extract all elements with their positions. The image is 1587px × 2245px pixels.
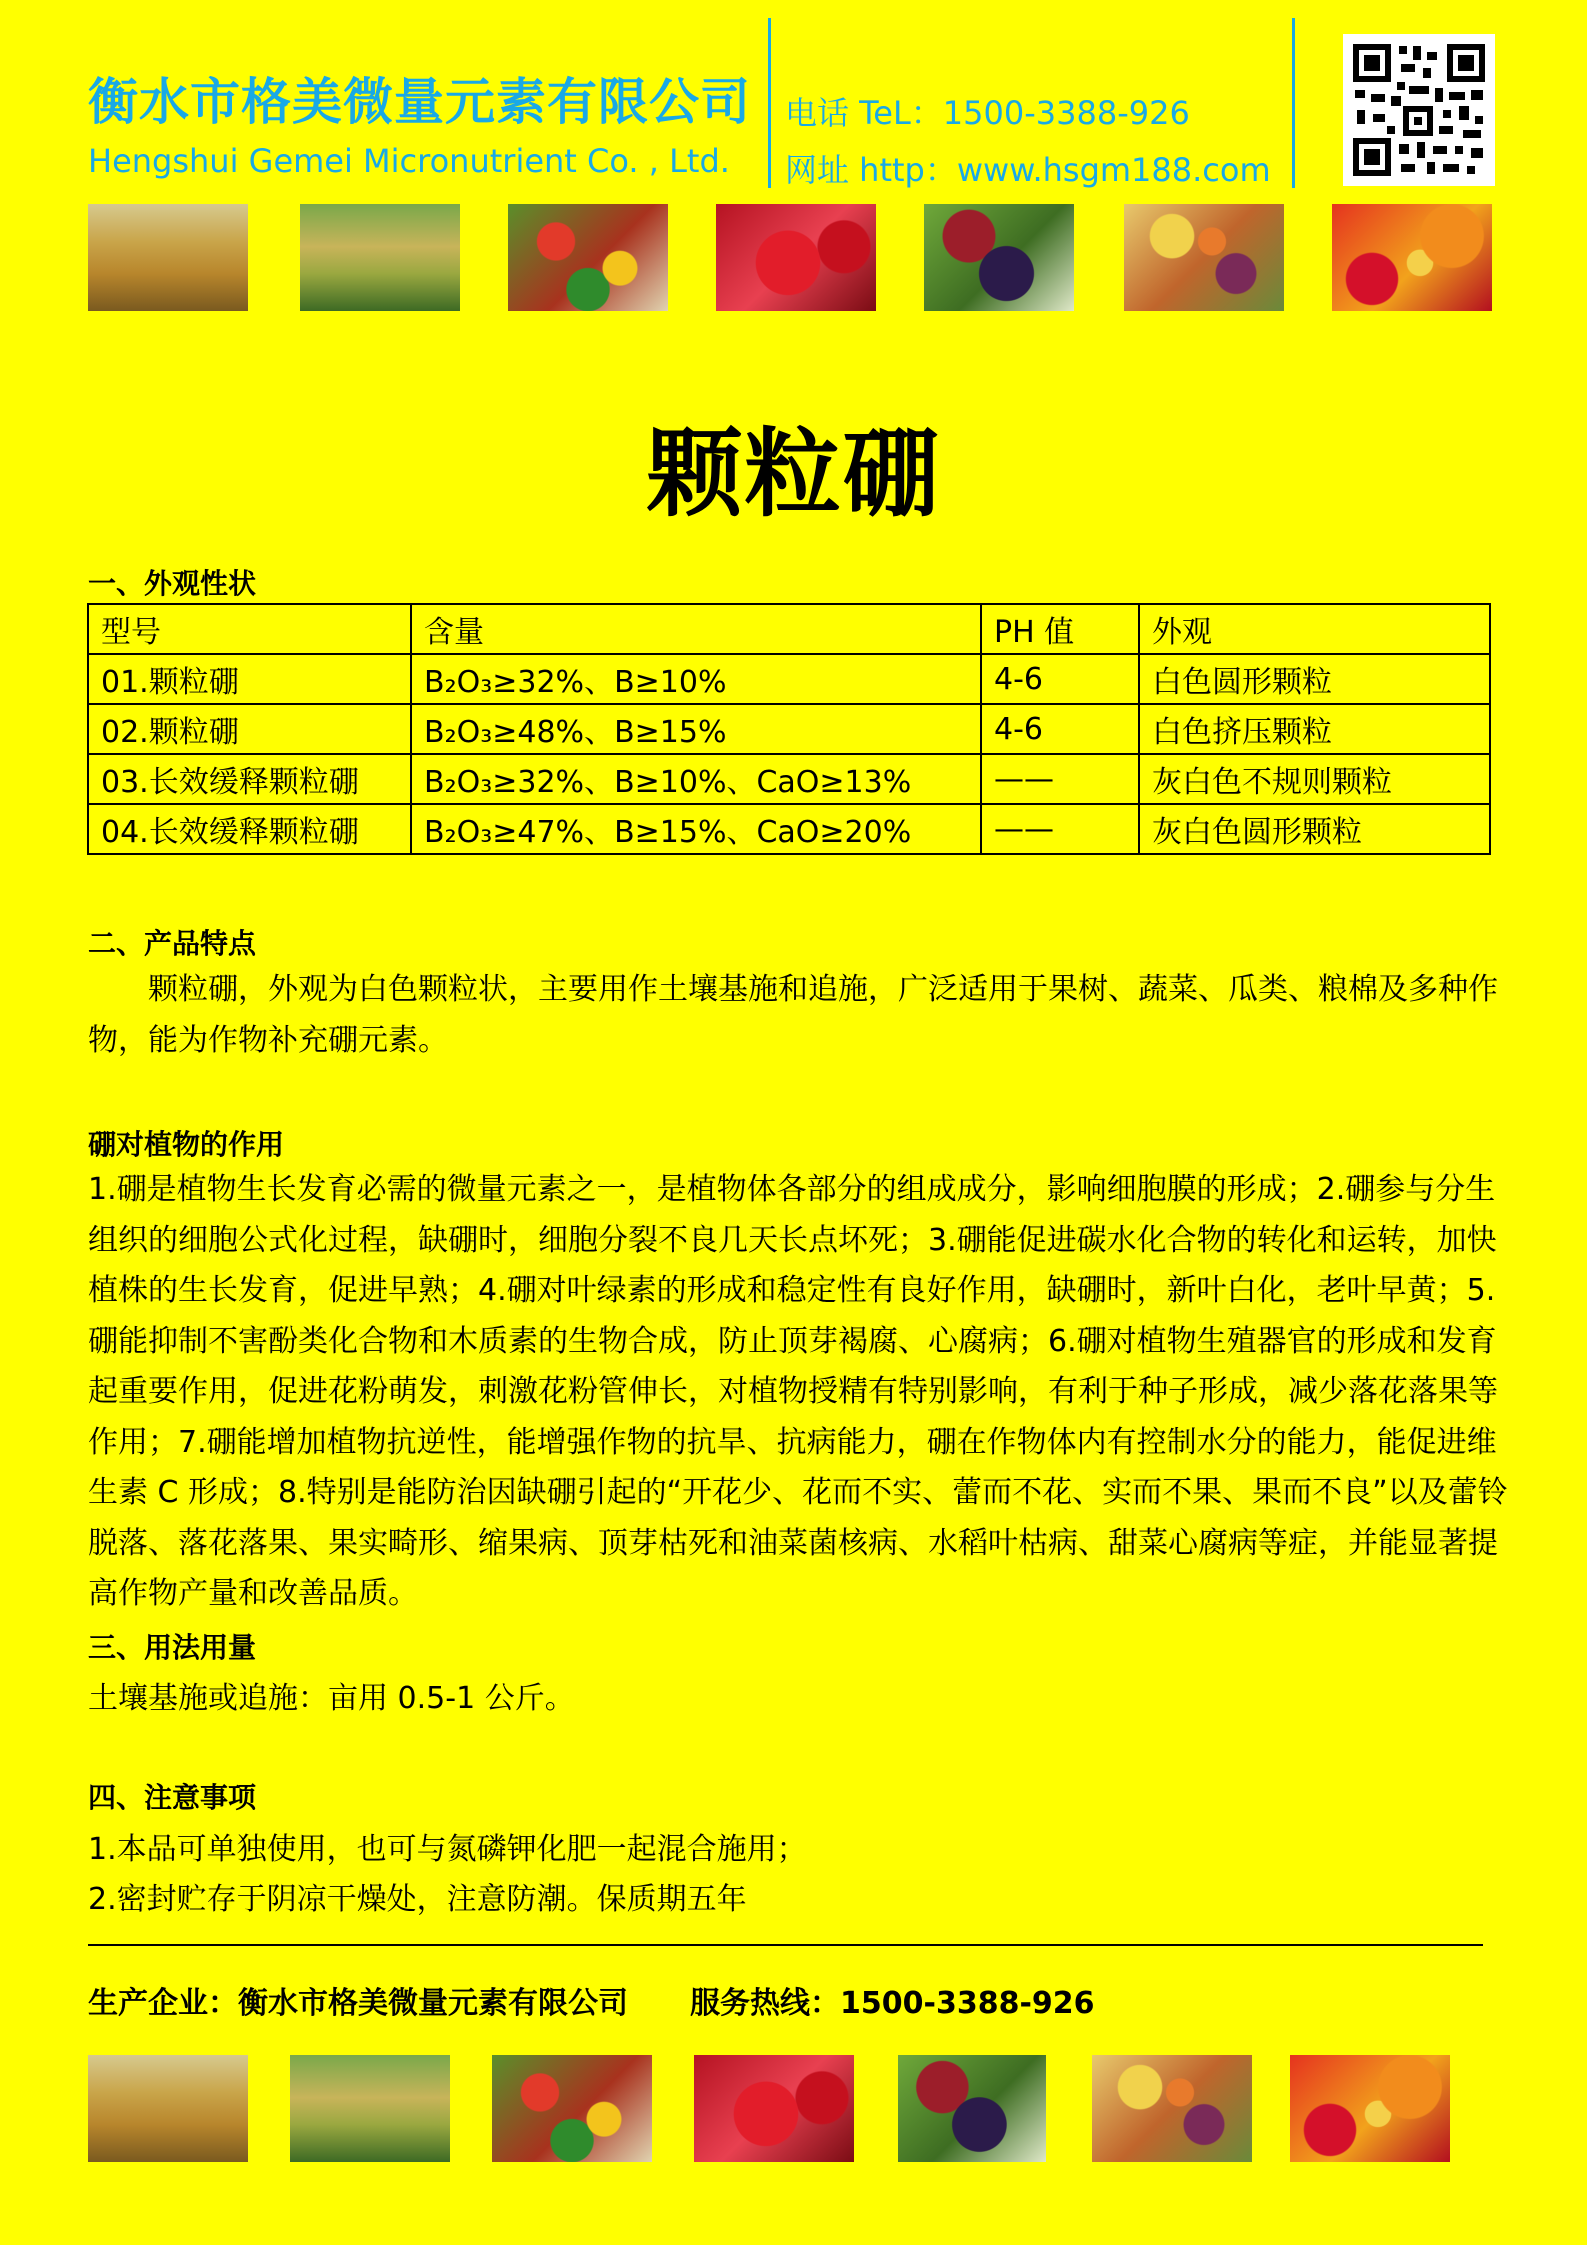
spec-table	[87, 603, 1491, 855]
cell-content: B₂O₃≥32%、B≥10%	[411, 654, 981, 704]
section-heading-features: 二、产品特点	[88, 927, 257, 960]
table-row	[88, 754, 1490, 804]
cell-ph: ——	[981, 804, 1139, 854]
fruit-basket-photo	[1124, 204, 1284, 311]
cell-ph: 4-6	[981, 654, 1139, 704]
section-heading-appearance: 一、外观性状	[88, 567, 257, 600]
mixed-fruit-photo	[1290, 2055, 1450, 2162]
qr-code-icon[interactable]	[1343, 34, 1495, 186]
mixed-fruit-photo	[1332, 204, 1492, 311]
header-divider-left	[768, 18, 771, 188]
cell-ph: ——	[981, 754, 1139, 804]
wheat-photo	[88, 204, 248, 311]
company-name-cn: 衡水市格美微量元素有限公司	[88, 73, 751, 131]
table-row	[88, 804, 1490, 854]
usage-text: 土壤基施或追施：亩用 0.5-1 公斤。	[88, 1681, 575, 1716]
cell-model: 02.颗粒硼	[88, 704, 411, 754]
table-row	[88, 704, 1490, 754]
cell-appearance: 灰白色圆形颗粒	[1139, 804, 1490, 854]
cell-content: B₂O₃≥47%、B≥15%、CaO≥20%	[411, 804, 981, 854]
table-row	[88, 654, 1490, 704]
producer-info: 生产企业：衡水市格美微量元素有限公司	[88, 1986, 628, 2021]
column-header: 外观	[1139, 604, 1490, 654]
section-heading-notes: 四、注意事项	[88, 1781, 257, 1814]
column-header: 型号	[88, 604, 411, 654]
cell-appearance: 白色圆形颗粒	[1139, 654, 1490, 704]
cell-appearance: 白色挤压颗粒	[1139, 704, 1490, 754]
phone-info: 电话 TeL：1500-3388-926	[785, 94, 1190, 132]
company-name-en: Hengshui Gemei Micronutrient Co. , Ltd.	[88, 142, 730, 180]
cell-content: B₂O₃≥48%、B≥15%	[411, 704, 981, 754]
header-divider-right	[1292, 18, 1295, 188]
cell-model: 04.长效缓释颗粒硼	[88, 804, 411, 854]
grapes-photo	[924, 204, 1074, 311]
boron-role-paragraph: 1.硼是植物生长发育必需的微量元素之一，是植物体各部分的组成成分，影响细胞膜的形成；2.硼参与分生组织的细胞公式化过程，缺硼时，细胞分裂不良几天长点坏死；3.硼能促进碳水化合物的转化和运转，加快植株的生长发育，促进早熟；4.硼对叶绿素的形成和稳定性有良好作用，缺硼时，新叶白化，老叶早黄；5.硼能抑制不害酚类化合物和木质素的生物合成，防止顶芽褐腐、心腐病；6.硼对植物生殖器官的形成和发育起重要作用，促进花粉萌发，刺激花粉管伸长，对植物授精有特别影响，有利于种子形成，减少落花落果等作用；7.硼能增加植物抗逆性，能增强作物的抗旱、抗病能力，硼在作物体内有控制水分的能力，能促进维生素 C 形成；8.特别是能防治因缺硼引起的“开花少、花而不实、蕾而不花、实而不果、果而不良”以及蕾铃脱落、落花落果、果实畸形、缩果病、顶芽枯死和油菜菌核病、水稻叶枯病、甜菜心腐病等症，并能显著提高作物产量和改善品质。	[88, 1172, 1508, 1611]
website-info[interactable]: 网址 http：www.hsgm188.com	[785, 151, 1271, 189]
section-heading-usage: 三、用法用量	[88, 1631, 257, 1664]
cell-model: 01.颗粒硼	[88, 654, 411, 704]
note-item: 1.本品可单独使用，也可与氮磷钾化肥一起混合施用；	[88, 1832, 807, 1867]
rice-photo	[290, 2055, 450, 2162]
table-header-row	[88, 604, 1490, 654]
hotline-info: 服务热线：1500-3388-926	[690, 1986, 1095, 2021]
strawberry-photo	[716, 204, 876, 311]
cell-ph: 4-6	[981, 704, 1139, 754]
note-item: 2.密封贮存于阴凉干燥处，注意防潮。保质期五年	[88, 1882, 747, 1917]
column-header: 含量	[411, 604, 981, 654]
strawberry-photo	[694, 2055, 854, 2162]
wheat-photo	[88, 2055, 248, 2162]
vegetables-photo	[492, 2055, 652, 2162]
grapes-photo	[898, 2055, 1046, 2162]
section-heading-boron-role: 硼对植物的作用	[88, 1128, 285, 1161]
footer-divider	[88, 1944, 1483, 1946]
fruit-basket-photo	[1092, 2055, 1252, 2162]
cell-model: 03.长效缓释颗粒硼	[88, 754, 411, 804]
page-title: 颗粒硼	[646, 418, 941, 530]
vegetables-photo	[508, 204, 668, 311]
column-header: PH 值	[981, 604, 1139, 654]
rice-photo	[300, 204, 460, 311]
cell-appearance: 灰白色不规则颗粒	[1139, 754, 1490, 804]
features-paragraph: 颗粒硼，外观为白色颗粒状，主要用作土壤基施和追施，广泛适用于果树、蔬菜、瓜类、粮棉及多种作物，能为作物补充硼元素。	[88, 972, 1498, 1058]
cell-content: B₂O₃≥32%、B≥10%、CaO≥13%	[411, 754, 981, 804]
